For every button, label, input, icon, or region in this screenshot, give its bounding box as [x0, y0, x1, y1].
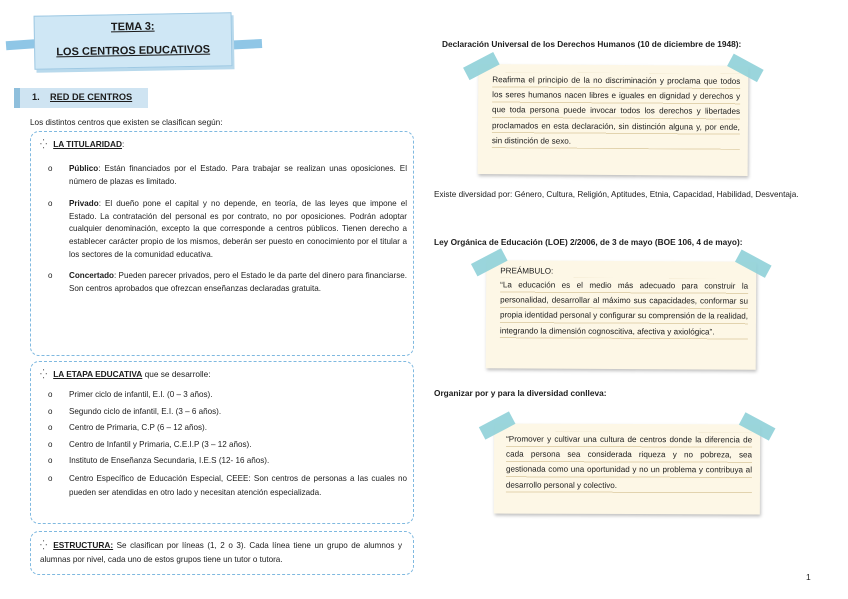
preambulo-label: PREÁMBULO:	[500, 266, 554, 276]
title-line2: LOS CENTROS EDUCATIVOS	[56, 43, 211, 59]
organizar-heading: Organizar por y para la diversidad conlleva:	[434, 388, 607, 398]
section-header-bar	[14, 88, 20, 108]
list-item: o Público: Están financiados por el Estado. Para trabajar se realizan unas oposiciones. El número de plazas es limitado.	[48, 164, 407, 186]
item-text: : Pueden parecer privados, pero el Estado le da parte del dinero para financiarse. Son centros aprobados que ofrezcan enseñanzas declaradas gratuita.	[69, 271, 407, 293]
titularidad-box	[30, 131, 414, 356]
loe-heading: Ley Orgánica de Educación (LOE) 2/2006, de 3 de mayo (BOE 106, 4 de mayo):	[434, 237, 743, 247]
etapa-box	[30, 361, 414, 524]
etapa-heading: LA ETAPA EDUCATIVA	[53, 369, 143, 379]
item-term: Concertado	[69, 271, 114, 281]
estructura-heading: ESTRUCTURA:	[53, 540, 114, 550]
loe-quote: “La educación es el medio más adecuado para construir la personalidad, desarrollar al máximo sus capacidades, conformar su propia identidad personal y configurar su comprensión de la realidad, integrando la dimensión cognoscitiva, afectiva y axiológica”.	[500, 277, 748, 339]
organizar-note	[494, 424, 760, 515]
list-item: o Segundo ciclo de infantil, E.I. (3 – 6 años).	[48, 406, 222, 416]
item-text: : Están financiados por el Estado. Para trabajar se realizan unas oposiciones. El número de plazas es limitado.	[69, 164, 407, 186]
organizar-quote: “Promover y cultivar una cultura de centros donde la diferencia de cada persona sea considerada riqueza y no pobreza, sea gestionada como una oportunidad y no un problema y contribuya al desarrollo personal y colectivo.	[506, 432, 752, 494]
sparkle-icon: ⁛	[40, 540, 48, 550]
estructura-body: Se clasifican por líneas (1, 2 o 3). Cada línea tiene un grupo de alumnos y alumnas por nivel, cada uno de estos grupos tiene un tutor o tutora.	[40, 541, 402, 564]
estructura-box	[30, 531, 414, 575]
sparkle-icon: ⁛	[40, 139, 48, 149]
section-number: 1.	[32, 92, 40, 102]
declaracion-heading: Declaración Universal de los Derechos Humanos (10 de diciembre de 1948):	[442, 39, 742, 49]
intro-text: Los distintos centros que existen se clasifican según:	[30, 118, 223, 127]
etapa-heading-suffix: que se desarrolle:	[142, 369, 211, 379]
declaracion-note	[478, 64, 749, 176]
section-header	[14, 88, 148, 108]
section-title: RED DE CENTROS	[50, 92, 133, 102]
diversidad-text: Existe diversidad por: Género, Cultura, Religión, Aptitudes, Etnia, Capacidad, Habilidad, Desventaja.	[434, 190, 799, 199]
list-item: o Instituto de Enseñanza Secundaria, I.E.S (12- 16 años).	[48, 456, 270, 466]
titularidad-heading: LA TITULARIDAD	[53, 139, 123, 149]
sparkle-icon: ⁛	[40, 369, 48, 379]
titularidad-heading-row	[40, 139, 124, 150]
title-banner	[34, 12, 233, 69]
list-item: o Primer ciclo de infantil, E.I. (0 – 3 años).	[48, 390, 213, 399]
item-term: Privado	[69, 199, 99, 209]
list-item: o Centro Específico de Educación Especial, CEEE: Son centros de personas a las cuales no pueden ser atendidas en otro lado y necesitan atención especializada.	[48, 473, 407, 497]
etapa-list	[45, 389, 407, 500]
list-item: o Centro de Infantil y Primaria, C.E.I.P (3 – 12 años).	[48, 439, 252, 449]
page-number: 1	[806, 572, 811, 582]
estructura-text	[40, 538, 402, 567]
title-line1: TEMA 3:	[110, 20, 155, 34]
item-term: Público	[69, 164, 99, 173]
declaracion-text: Reafirma el principio de la no discriminación y proclama que todos los seres humanos nacen libres e iguales en dignidad y derechos y que toda persona puede invocar todos los derechos y libertades proclamados en esta declaración, sin distinción alguna y, por ende, sin distinción de sexo.	[492, 72, 741, 150]
list-item: o Concertado: Pueden parecer privados, pero el Estado le da parte del dinero para financiarse. Son centros aprobados que ofrezcan enseñanzas declaradas gratuita.	[48, 271, 407, 293]
titularidad-heading-suffix: :	[122, 139, 125, 149]
list-item: o Centro de Primaria, C.P (6 – 12 años).	[48, 423, 207, 433]
titularidad-list	[45, 163, 407, 295]
item-text: : El dueño pone el capital y no depende, en teoría, de las leyes que impone el Estado. La contratación del personal es por contrato, no por oposiciones. Podrán adoptar cualquier denominación, excepto la que corresponde a centros públicos. Tienen derecho a establecer carácter propio de los mismos, deberán ser puesto en conocimiento por el titular a los sectores de la comunidad educativa.	[69, 199, 407, 259]
etapa-heading-row	[40, 369, 211, 380]
loe-note	[486, 260, 757, 369]
list-item: o Privado: El dueño pone el capital y no depende, en teoría, de las leyes que impone el Estado. La contratación del personal es por contrato, no por oposiciones. Podrán adoptar cualquier denominación, excepto la que corresponde a centros públicos. Tienen derecho a establecer carácter propio de los mismos, deberán ser puesto en conocimiento por el titular a los sectores de la comunidad educativa.	[48, 199, 407, 259]
tape-right	[735, 249, 772, 277]
